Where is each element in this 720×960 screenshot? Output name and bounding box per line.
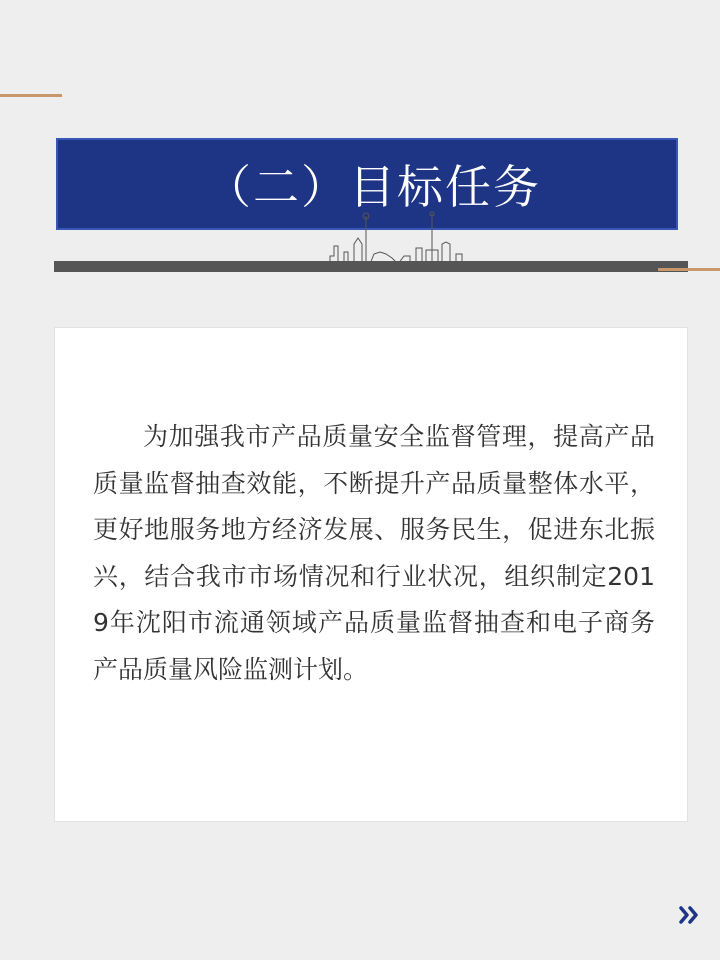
accent-line-right xyxy=(658,268,720,271)
double-chevron-right-icon[interactable] xyxy=(678,903,700,927)
content-card xyxy=(54,327,688,822)
title-underline-bar xyxy=(54,261,688,272)
page-title: （二）目标任务 xyxy=(205,160,541,214)
body-paragraph: 为加强我市产品质量安全监督管理，提高产品质量监督抽查效能，不断提升产品质量整体水平，更好地服务地方经济发展、服务民生，促进东北振兴，结合我市市场情况和行业状况，组织制定2019年沈阳市流通领域产品质量监督抽查和电子商务产品质量风险监测计划。 xyxy=(93,422,655,684)
accent-line-left xyxy=(0,94,62,97)
